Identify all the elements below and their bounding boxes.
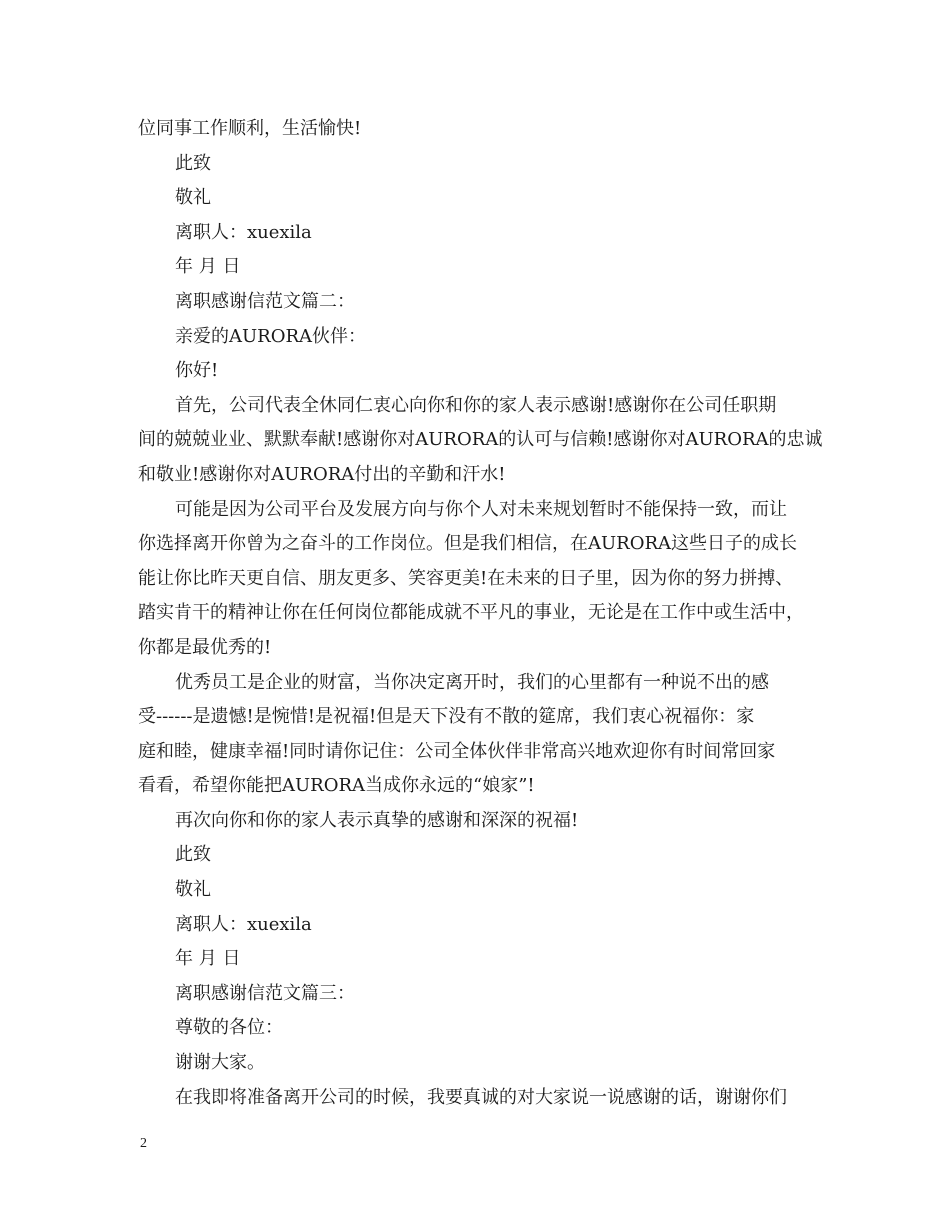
section-heading: 离职感谢信范文篇二： [175,290,355,312]
page-number: 2 [140,1136,147,1151]
document-body [138,112,838,1115]
text-line: 能让你比昨天更自信、朋友更多、笑容更美!在未来的日子里，因为你的努力拼搏、 [138,567,794,589]
section-heading: 离职感谢信范文篇三： [175,982,355,1004]
text-line: 首先，公司代表全休同仁衷心向你和你的家人表示感谢!感谢你在公司任职期 [175,394,777,416]
text-line: 踏实肯干的精神让你在任何岗位都能成就不平凡的事业，无论是在工作中或生活中， [138,602,804,624]
text-line: 你选择离开你曾为之奋斗的工作岗位。但是我们相信，在AURORA这些日子的成长 [138,533,798,555]
text-line: 谢谢大家。 [175,1052,265,1074]
text-line: 在我即将准备离开公司的时候，我要真诚的对大家说一说感谢的话，谢谢你们 [175,1086,787,1108]
text-line: 间的兢兢业业、默默奉献!感谢你对AURORA的认可与信赖!感谢你对AURORA的忠诚 [138,429,823,451]
text-line: 敬礼 [175,879,211,901]
text-line: 再次向你和你的家人表示真挚的感谢和深深的祝福! [175,809,579,831]
text-line: 敬礼 [175,187,211,209]
text-line: 亲爱的AURORA伙伴： [175,325,367,347]
text-line: 年 月 日 [175,256,241,278]
text-line: 此致 [175,844,211,866]
text-line: 优秀员工是企业的财富，当你决定离开时，我们的心里都有一种说不出的感 [175,671,769,693]
text-line: 年 月 日 [175,948,241,970]
text-line: 你都是最优秀的! [138,636,272,658]
text-line: 尊敬的各位： [175,1017,283,1039]
text-line: 位同事工作顺利，生活愉快! [138,118,362,139]
text-line: 离职人：xuexila [175,221,312,243]
text-line: 和敬业!感谢你对AURORA付出的辛勤和汗水! [138,463,506,485]
text-line: 此致 [175,152,211,174]
text-line: 离职人：xuexila [175,913,312,935]
text-line: 受------是遗憾!是惋惜!是祝福!但是天下没有不散的筵席，我们衷心祝福你：家 [138,706,755,728]
text-line: 庭和睦，健康幸福!同时请你记住：公司全体伙伴非常高兴地欢迎你有时间常回家 [138,740,776,762]
text-line: 你好! [175,360,219,382]
text-line: 可能是因为公司平台及发展方向与你个人对未来规划暂时不能保持一致，而让 [175,498,787,520]
text-line: 看看，希望你能把AURORA当成你永远的“娘家”! [138,775,535,797]
